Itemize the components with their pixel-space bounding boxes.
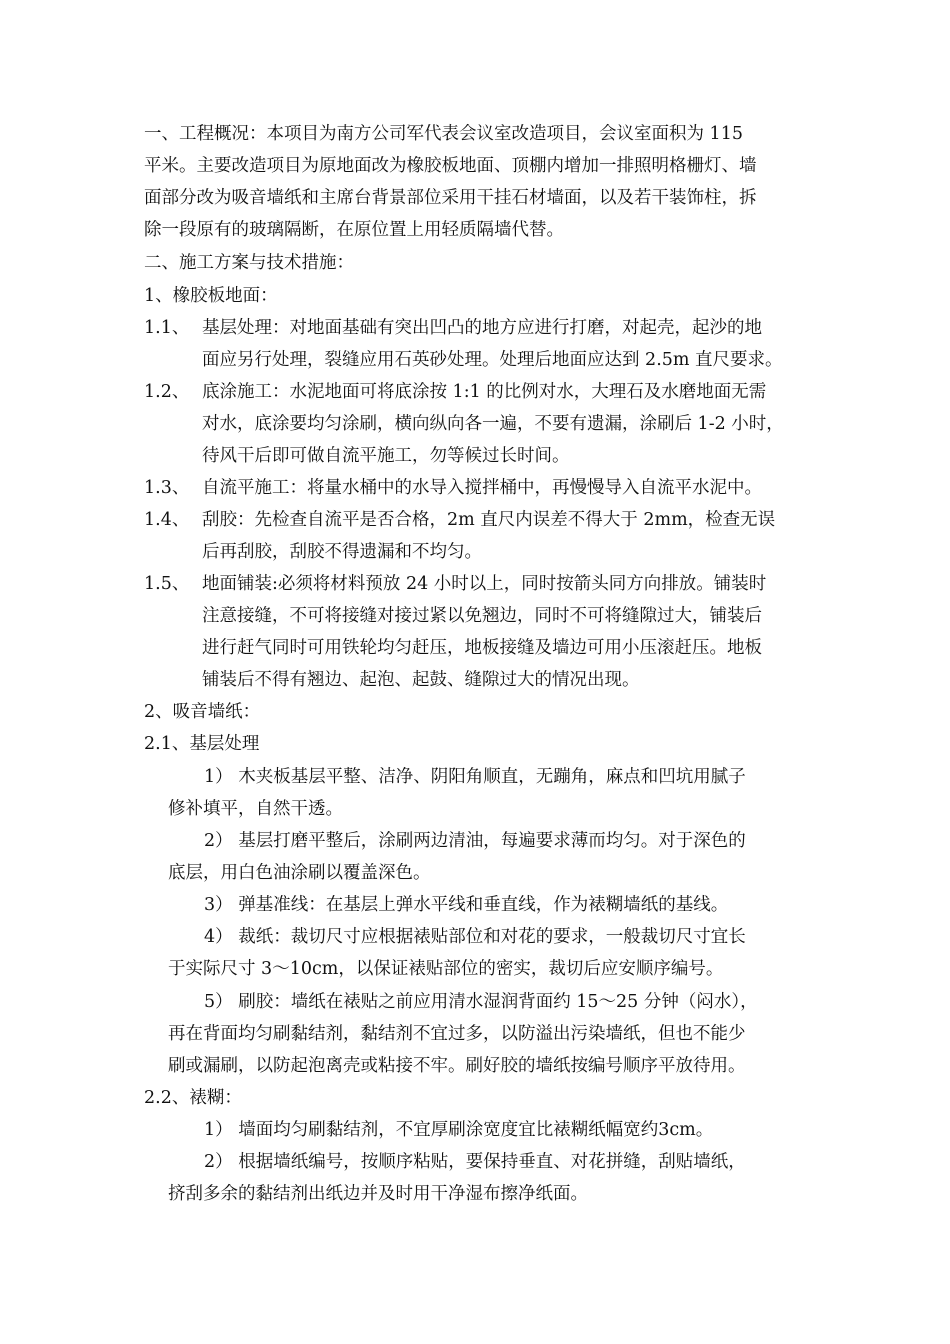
subsection-heading: 2、吸音墙纸： [144, 702, 261, 722]
step-line: 刷或漏刷，以防起泡离壳或粘接不牢。刷好胶的墙纸按编号顺序平放待用。 [168, 1056, 746, 1076]
item-number: 1.5、 [144, 574, 190, 594]
item-line: 待风干后即可做自流平施工，勿等候过长时间。 [202, 446, 570, 466]
subsection-heading: 1、橡胶板地面： [144, 286, 278, 306]
section-heading: 二、施工方案与技术措施： [144, 253, 354, 273]
item-number: 1.4、 [144, 510, 190, 530]
item-line: 基层处理：对地面基础有突出凹凸的地方应进行打磨，对起壳，起沙的地 [202, 318, 762, 338]
step-line: 3） 弹基准线：在基层上弹水平线和垂直线，作为裱糊墙纸的基线。 [204, 895, 729, 915]
overview-line: 一、工程概况：本项目为南方公司军代表会议室改造项目，会议室面积为 115 [144, 124, 743, 144]
item-number: 1.1、 [144, 318, 190, 338]
overview-line: 除一段原有的玻璃隔断，在原位置上用轻质隔墙代替。 [144, 220, 564, 240]
item-line: 铺装后不得有翘边、起泡、起鼓、缝隙过大的情况出现。 [202, 670, 640, 690]
step-line: 2） 基层打磨平整后，涂刷两边清油，每遍要求薄而均匀。对于深色的 [204, 831, 746, 851]
item-line: 底涂施工：水泥地面可将底涂按 1:1 的比例对水，大理石及水磨地面无需 [202, 382, 767, 402]
subsection-heading: 2.2、裱糊： [144, 1088, 242, 1108]
item-line: 自流平施工：将量水桶中的水导入搅拌桶中，再慢慢导入自流平水泥中。 [202, 478, 762, 498]
overview-line: 平米。主要改造项目为原地面改为橡胶板地面、顶棚内增加一排照明格栅灯、墙 [144, 156, 757, 176]
subsection-heading: 2.1、基层处理 [144, 734, 260, 754]
item-line: 进行赶气同时可用铁轮均匀赶压，地板接缝及墙边可用小压滚赶压。地板 [202, 638, 762, 658]
item-line: 刮胶：先检查自流平是否合格，2m 直尺内误差不得大于 2mm，检查无误 [202, 510, 776, 530]
step-line: 底层，用白色油涂刷以覆盖深色。 [168, 863, 431, 883]
step-line: 于实际尺寸 3～10cm，以保证裱贴部位的密实，裁切后应安顺序编号。 [168, 959, 724, 979]
item-line: 注意接缝，不可将接缝对接过紧以免翘边，同时不可将缝隙过大，铺装后 [202, 606, 762, 626]
item-number: 1.3、 [144, 478, 190, 498]
step-line: 5） 刷胶：墙纸在裱贴之前应用清水湿润背面约 15～25 分钟（闷水）， [204, 992, 758, 1012]
step-line: 挤刮多余的黏结剂出纸边并及时用干净湿布擦净纸面。 [168, 1184, 588, 1204]
step-line: 1） 墙面均匀刷黏结剂，不宜厚刷涂宽度宜比裱糊纸幅宽约3cm。 [204, 1120, 714, 1140]
step-line: 4） 裁纸：裁切尺寸应根据裱贴部位和对花的要求，一般裁切尺寸宜长 [204, 927, 746, 947]
overview-line: 面部分改为吸音墙纸和主席台背景部位采用干挂石材墙面，以及若干装饰柱，拆 [144, 188, 757, 208]
step-line: 2） 根据墙纸编号，按顺序粘贴，要保持垂直、对花拼缝，刮贴墙纸， [204, 1152, 746, 1172]
item-line: 对水，底涂要均匀涂刷，横向纵向各一遍，不要有遗漏，涂刷后 1-2 小时， [202, 414, 784, 434]
step-line: 修补填平，自然干透。 [168, 799, 343, 819]
item-number: 1.2、 [144, 382, 190, 402]
step-line: 再在背面均匀刷黏结剂，黏结剂不宜过多，以防溢出污染墙纸，但也不能少 [168, 1024, 746, 1044]
step-line: 1） 木夹板基层平整、洁净、阴阳角顺直，无蹦角，麻点和凹坑用腻子 [204, 767, 746, 787]
item-line: 面应另行处理，裂缝应用石英砂处理。处理后地面应达到 2.5m 直尺要求。 [202, 350, 783, 370]
item-line: 后再刮胶，刮胶不得遗漏和不均匀。 [202, 542, 482, 562]
item-line: 地面铺装:必须将材料预放 24 小时以上，同时按箭头同方向排放。铺装时 [202, 574, 767, 594]
